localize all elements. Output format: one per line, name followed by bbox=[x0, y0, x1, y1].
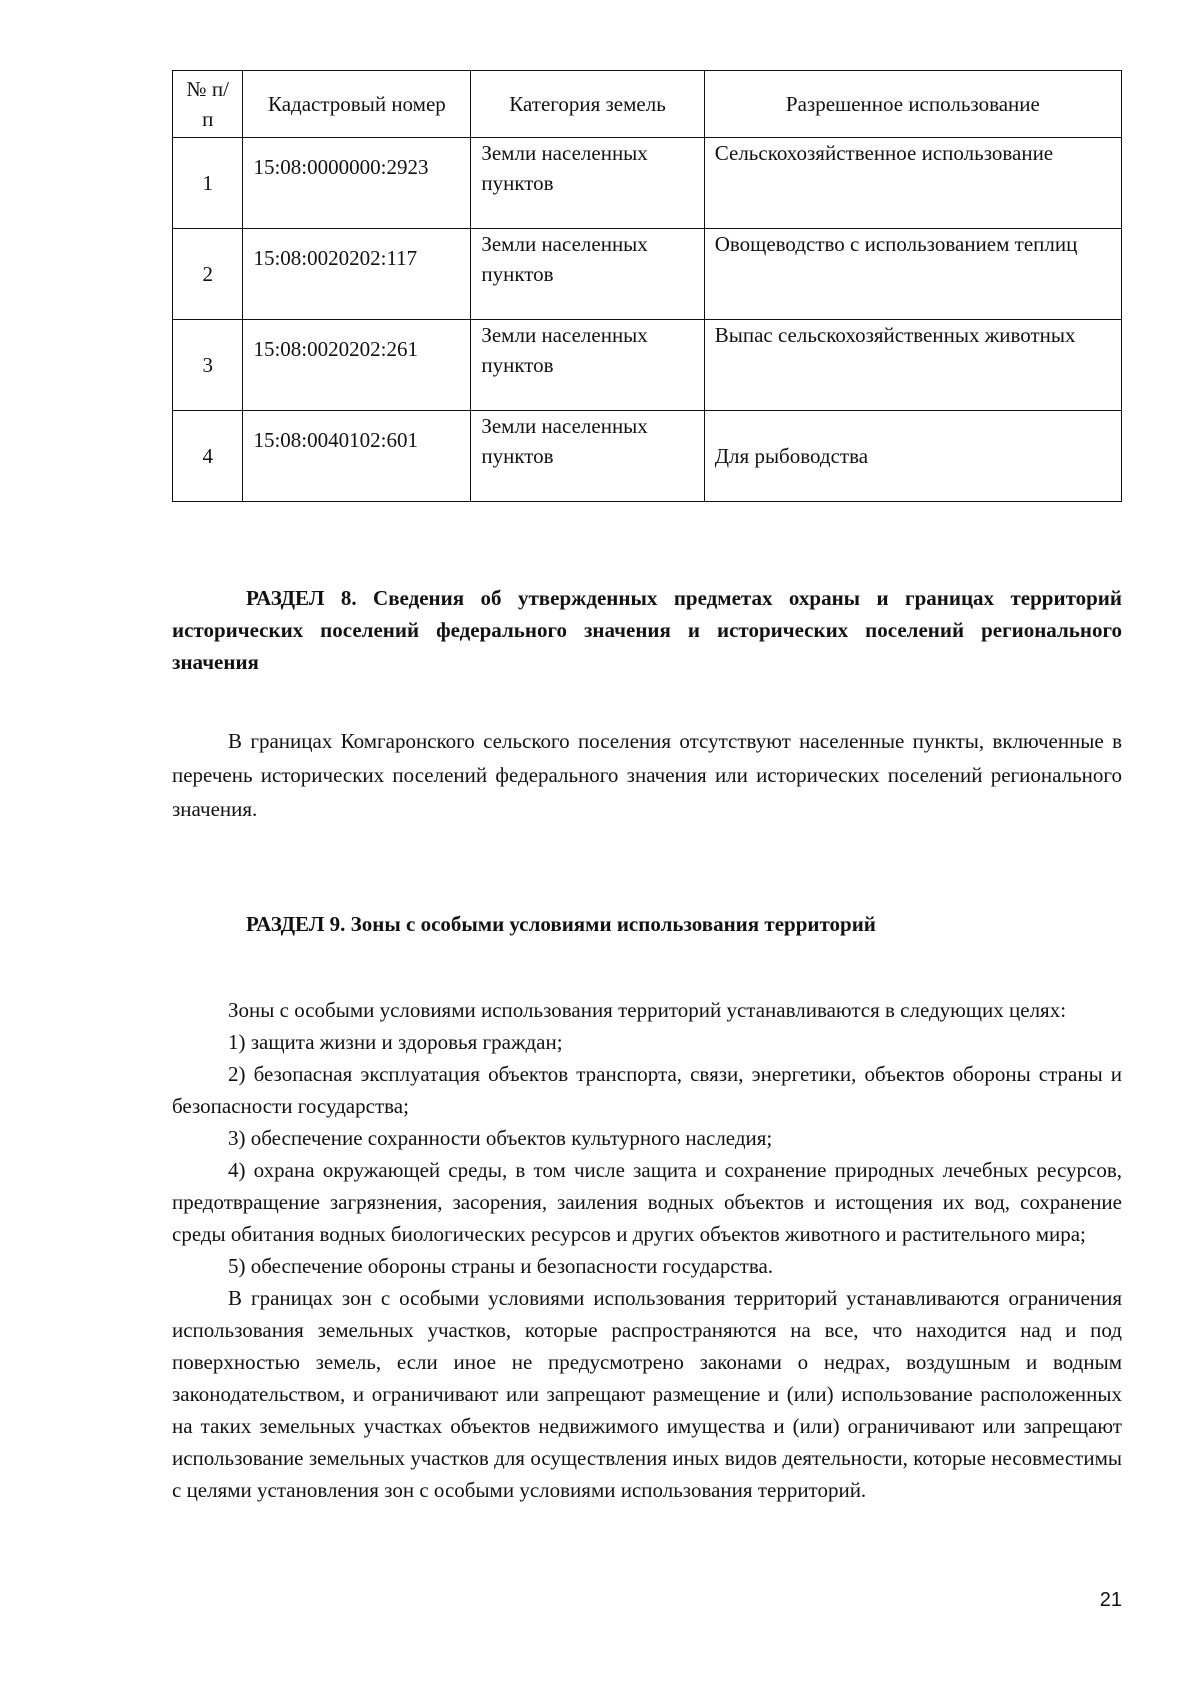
section-9-closing: В границах зон с особыми условиями использования территорий устанавливаются ограничения использования земельных участков, которые распространяются на все, что находится над и под поверхностью земель, если иное не предусмотрено законами о недрах, воздушным и водным законодательством, и ограничивают или запрещают размещение и (или) использование расположенных на таких земельных участках объектов недвижимого имущества и (или) ограничивают или запрещают использование земельных участков для осуществления иных видов деятельности, которые несовместимы с целями установления зон с особыми условиями использования территорий. bbox=[172, 1286, 1122, 1502]
cell-land-category: Земли населенных пунктов bbox=[471, 229, 704, 320]
cell-cadastral-number: 15:08:0020202:261 bbox=[243, 320, 471, 411]
list-item: 1) защита жизни и здоровья граждан; bbox=[228, 1030, 563, 1054]
header-permitted-use: Разрешенное использование bbox=[704, 71, 1121, 138]
cell-permitted-use: Сельскохозяйственное использование bbox=[704, 138, 1121, 229]
page-number: 21 bbox=[1099, 1589, 1122, 1611]
cell-number: 2 bbox=[173, 229, 243, 320]
cell-permitted-use: Выпас сельскохозяйственных животных bbox=[704, 320, 1121, 411]
table-row bbox=[173, 138, 1122, 229]
header-number: № п/п bbox=[173, 71, 243, 138]
cell-cadastral-number: 15:08:0040102:601 bbox=[243, 411, 471, 502]
list-item: 3) обеспечение сохранности объектов культурного наследия; bbox=[228, 1126, 773, 1150]
cell-number: 4 bbox=[173, 411, 243, 502]
land-plots-table bbox=[172, 70, 1122, 502]
document-page bbox=[172, 70, 1122, 1506]
list-item: 2) безопасная эксплуатация объектов транспорта, связи, энергетики, объектов обороны страны и безопасности государства; bbox=[172, 1062, 1122, 1118]
header-land-category: Категория земель bbox=[471, 71, 704, 138]
cell-cadastral-number: 15:08:0020202:117 bbox=[243, 229, 471, 320]
section-9-intro: Зоны с особыми условиями использования территорий устанавливаются в следующих целях: bbox=[228, 998, 1067, 1022]
section-8-heading: РАЗДЕЛ 8. Сведения об утвержденных предметах охраны и границах территорий исторических поселений федерального значения и исторических поселений регионального значения bbox=[172, 586, 1122, 674]
header-cadastral-number: Кадастровый номер bbox=[243, 71, 471, 138]
table-row bbox=[173, 320, 1122, 411]
section-8-paragraph: В границах Комгаронского сельского поселения отсутствуют населенные пункты, включенные в перечень исторических поселений федерального значения или исторических поселений регионального значения. bbox=[172, 729, 1122, 821]
cell-cadastral-number: 15:08:0000000:2923 bbox=[243, 138, 471, 229]
cell-number: 3 bbox=[173, 320, 243, 411]
section-9-body bbox=[172, 994, 1122, 1506]
cell-land-category: Земли населенных пунктов bbox=[471, 138, 704, 229]
cell-number: 1 bbox=[173, 138, 243, 229]
cell-permitted-use: Овощеводство с использованием теплиц bbox=[704, 229, 1121, 320]
cell-land-category: Земли населенных пунктов bbox=[471, 320, 704, 411]
cell-permitted-use: Для рыбоводства bbox=[704, 411, 1121, 502]
list-item: 4) охрана окружающей среды, в том числе защита и сохранение природных лечебных ресурсов, предотвращение загрязнения, засорения, заиления водных объектов и истощения их вод, сохранение среды обитания водных биологических ресурсов и других объектов животного и растительного мира; bbox=[172, 1158, 1122, 1246]
table-row bbox=[173, 411, 1122, 502]
list-item: 5) обеспечение обороны страны и безопасности государства. bbox=[228, 1254, 774, 1278]
cell-land-category: Земли населенных пунктов bbox=[471, 411, 704, 502]
section-9-heading: РАЗДЕЛ 9. Зоны с особыми условиями использования территорий bbox=[246, 912, 876, 936]
table-header-row bbox=[173, 71, 1122, 138]
table-row bbox=[173, 229, 1122, 320]
